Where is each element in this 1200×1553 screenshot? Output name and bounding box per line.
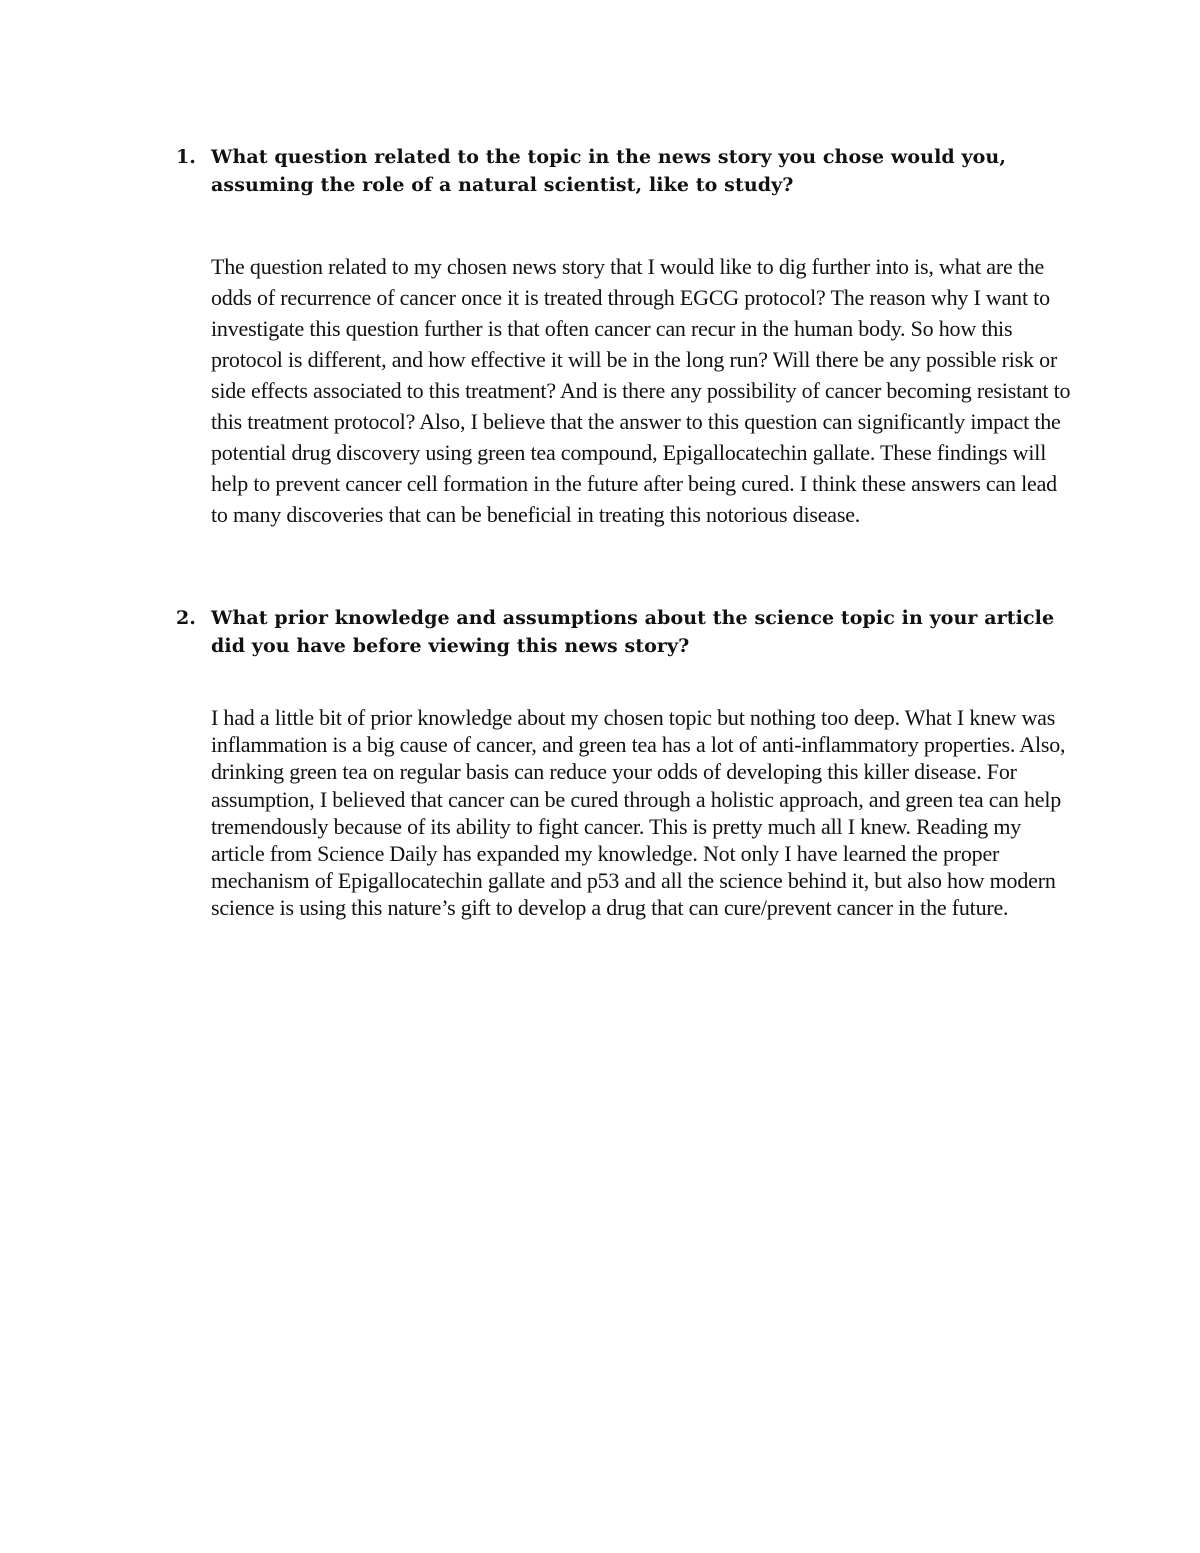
question-number: 1. — [176, 146, 196, 168]
question-block-1 — [0, 143, 1200, 552]
question-text: What prior knowledge and assumptions about the science topic in your article did you have before viewing this news story? — [211, 607, 1055, 657]
question-heading-1 — [0, 143, 1071, 199]
answer-paragraph: I had a little bit of prior knowledge about my chosen topic but nothing too deep. What I knew was inflammation is a big cause of cancer, and green tea has a lot of anti-inflammatory properties. Also, drinking green tea on regular basis can reduce your odds of developing this killer disease. For assumption, I believed that cancer can be cured through a holistic approach, and green tea can help tremendously because of its ability to fight cancer. This is pretty much all I knew. Reading my article from Science Daily has expanded my knowledge. Not only I have learned the proper mechanism of Epigallocatechin gallate and p53 and all the science behind it, but also how modern science is using this nature’s gift to develop a drug that can cure/prevent cancer in the future. — [211, 705, 1066, 921]
question-block-2 — [0, 604, 1200, 944]
question-text: What question related to the topic in the news story you chose would you, assuming the role of a natural scientist, like to study? — [211, 146, 1007, 196]
answer-paragraph: The question related to my chosen news story that I would like to dig further into is, what are the odds of recurrence of cancer once it is treated through EGCG protocol? The reason why I want to investigate this question further is that often cancer can recur in the human body. So how this protocol is different, and how effective it will be in the long run? Will there be any possible risk or side effects associated to this treatment? And is there any possibility of cancer becoming resistant to this treatment protocol? Also, I believe that the answer to this question can significantly impact the potential drug discovery using green tea compound, Epigallocatechin gallate. These findings will help to prevent cancer cell formation in the future after being cured. I think these answers can lead to many discoveries that can be beneficial in treating this notorious disease. — [211, 254, 1071, 527]
question-number: 2. — [176, 607, 196, 629]
question-heading-2 — [0, 604, 1071, 660]
